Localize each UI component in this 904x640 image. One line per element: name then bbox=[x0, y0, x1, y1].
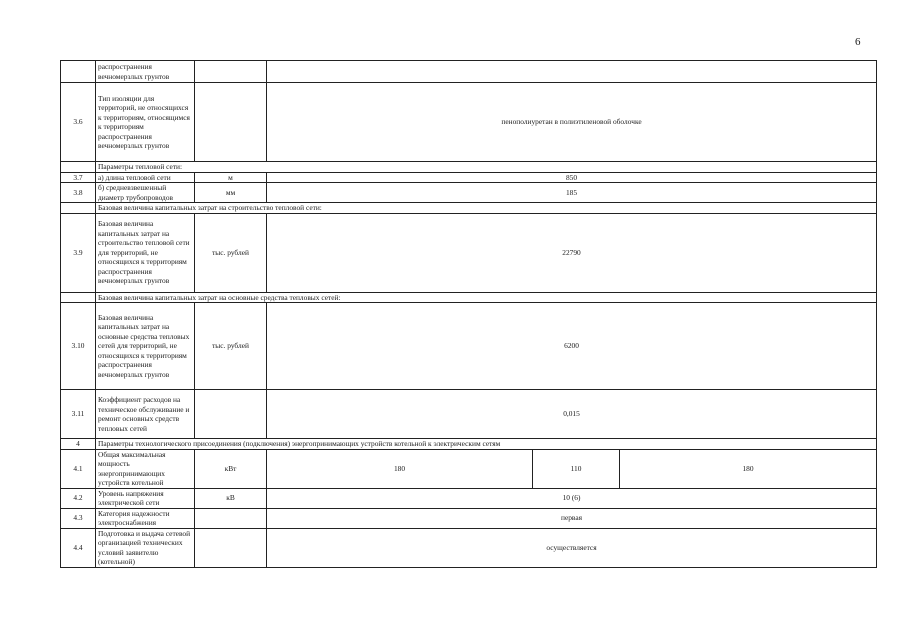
section-title: Параметры технологического присоединения (подключения) энергопринимающих устройств котельной к электрическим сетям bbox=[96, 439, 877, 450]
row-unit: мм bbox=[195, 183, 267, 203]
table-row bbox=[61, 449, 877, 488]
row-value: 110 bbox=[533, 449, 620, 488]
row-number: 3.6 bbox=[61, 83, 96, 162]
row-name: Категория надежности электроснабжения bbox=[96, 508, 195, 528]
row-unit: кВт bbox=[195, 449, 267, 488]
row-name: Уровень напряжения электрической сети bbox=[96, 488, 195, 508]
parameters-table bbox=[60, 60, 877, 568]
table-row bbox=[61, 61, 877, 83]
section-row bbox=[61, 439, 877, 450]
row-value: первая bbox=[267, 508, 877, 528]
row-value: 10 (6) bbox=[267, 488, 877, 508]
table-row bbox=[61, 508, 877, 528]
row-name: распространения вечномерзлых грунтов bbox=[96, 61, 195, 83]
table-row bbox=[61, 528, 877, 567]
row-number: 4.3 bbox=[61, 508, 96, 528]
row-value: 180 bbox=[620, 449, 877, 488]
table-row bbox=[61, 172, 877, 183]
row-number: 3.8 bbox=[61, 183, 96, 203]
row-unit: кВ bbox=[195, 488, 267, 508]
row-name: Тип изоляции для территорий, не относящихся к территориям, относящимся к территориям распространения вечномерзлых грунтов bbox=[96, 83, 195, 162]
row-value: 180 bbox=[267, 449, 533, 488]
section-title: Базовая величина капитальных затрат на основные средства тепловых сетей: bbox=[96, 292, 877, 303]
table-row bbox=[61, 213, 877, 292]
row-number: 4 bbox=[61, 439, 96, 450]
section-title: Параметры тепловой сети: bbox=[96, 162, 877, 173]
section-row bbox=[61, 162, 877, 173]
table-row bbox=[61, 390, 877, 439]
row-name: Общая максимальная мощность энергопринимающих устройств котельной bbox=[96, 449, 195, 488]
row-name: Коэффициент расходов на техническое обслуживание и ремонт основных средств тепловых сетей bbox=[96, 390, 195, 439]
row-name: Базовая величина капитальных затрат на основные средства тепловых сетей для территорий, не относящихся к территориям распространения вечномерзлых грунтов bbox=[96, 303, 195, 390]
row-name: Подготовка и выдача сетевой организацией технических условий заявителю (котельной) bbox=[96, 528, 195, 567]
row-value: 850 bbox=[267, 172, 877, 183]
section-title: Базовая величина капитальных затрат на строительство тепловой сети: bbox=[96, 203, 877, 214]
section-row bbox=[61, 292, 877, 303]
section-row bbox=[61, 203, 877, 214]
table-row bbox=[61, 83, 877, 162]
table-row bbox=[61, 303, 877, 390]
row-value: 0,015 bbox=[267, 390, 877, 439]
row-name: Базовая величина капитальных затрат на строительство тепловой сети для территорий, не относящихся к территориям распространения вечномерзлых грунтов bbox=[96, 213, 195, 292]
row-value: 22790 bbox=[267, 213, 877, 292]
row-number: 4.4 bbox=[61, 528, 96, 567]
row-unit: тыс. рублей bbox=[195, 303, 267, 390]
row-value: осуществляется bbox=[267, 528, 877, 567]
row-value: 185 bbox=[267, 183, 877, 203]
row-unit: тыс. рублей bbox=[195, 213, 267, 292]
row-number: 3.7 bbox=[61, 172, 96, 183]
row-value: пенополиуретан в полиэтиленовой оболочке bbox=[267, 83, 877, 162]
row-number: 3.9 bbox=[61, 213, 96, 292]
row-name: а) длина тепловой сети bbox=[96, 172, 195, 183]
table-row bbox=[61, 183, 877, 203]
row-number: 4.1 bbox=[61, 449, 96, 488]
page-number: 6 bbox=[855, 36, 861, 48]
row-unit: м bbox=[195, 172, 267, 183]
row-name: б) средневзвешенный диаметр трубопроводов bbox=[96, 183, 195, 203]
table-row bbox=[61, 488, 877, 508]
row-number: 3.10 bbox=[61, 303, 96, 390]
row-value: 6200 bbox=[267, 303, 877, 390]
row-number: 4.2 bbox=[61, 488, 96, 508]
row-number: 3.11 bbox=[61, 390, 96, 439]
